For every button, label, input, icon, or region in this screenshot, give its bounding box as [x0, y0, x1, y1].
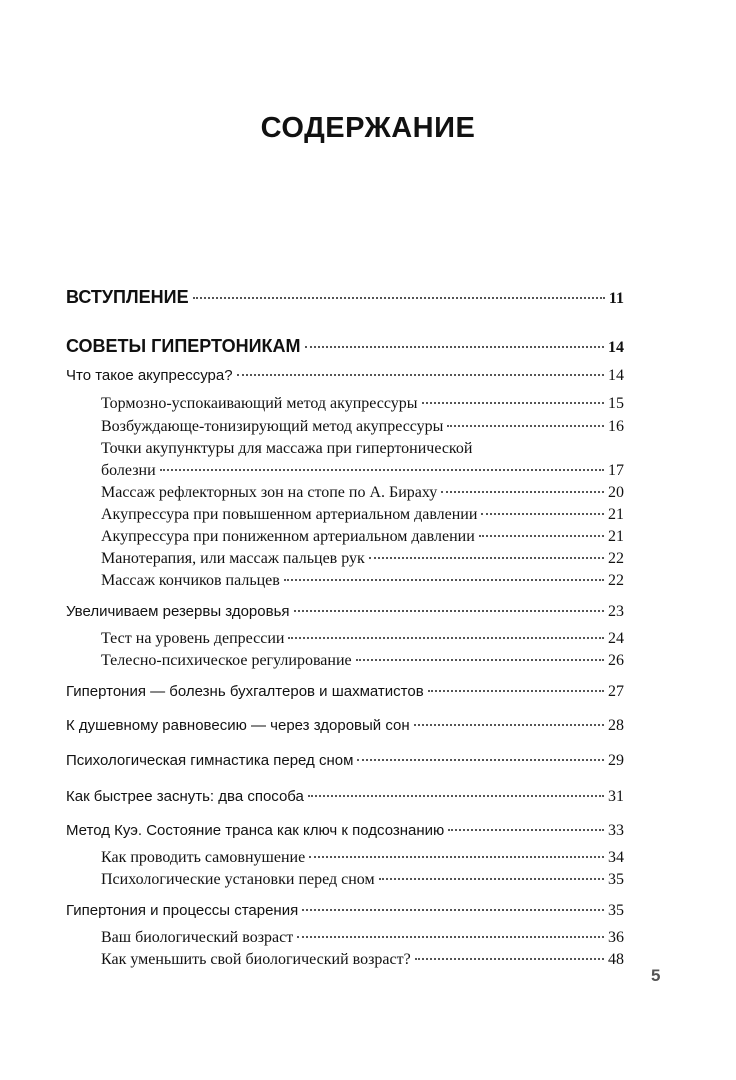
toc-entry — [101, 418, 624, 436]
toc-entry-label: Психологическая гимнастика перед сном — [66, 752, 354, 769]
toc-entry-page: 22 — [608, 550, 624, 567]
toc-entry-page: 35 — [608, 871, 624, 888]
toc-entry — [101, 462, 624, 480]
toc-entry-label: Тест на уровень депрессии — [101, 630, 285, 647]
toc-entry-label: болезни — [101, 462, 156, 479]
toc-entry-page: 14 — [608, 367, 624, 384]
toc-entry — [101, 929, 624, 947]
toc-entry — [66, 902, 624, 920]
toc-entry-label: Как проводить самовнушение — [101, 849, 306, 866]
toc-entry — [66, 336, 624, 357]
dot-leader — [309, 856, 604, 858]
toc-entry-page: 21 — [608, 528, 624, 545]
toc-entry — [101, 652, 624, 670]
toc-entry — [101, 951, 624, 969]
dot-leader — [302, 909, 604, 911]
dot-leader — [356, 659, 604, 661]
toc-entry-label: Как уменьшить свой биологический возраст? — [101, 951, 411, 968]
toc-entry-label: Увеличиваем резервы здоровья — [66, 603, 290, 620]
toc-entry-page: 11 — [608, 290, 624, 307]
toc-entry-page: 31 — [608, 788, 624, 805]
toc-entry-page: 27 — [608, 683, 624, 700]
toc-entry-label: Что такое акупрессура? — [66, 367, 233, 384]
toc-entry — [101, 506, 624, 524]
dot-leader — [415, 958, 604, 960]
toc-entry — [66, 367, 624, 385]
toc-entry-label: Возбуждающе-тонизирующий метод акупрессуры — [101, 418, 444, 435]
dot-leader — [305, 346, 605, 348]
toc-entry — [101, 395, 624, 413]
dot-leader — [447, 425, 604, 427]
dot-leader — [357, 759, 604, 761]
toc-entry-label: Психологические установки перед сном — [101, 871, 375, 888]
toc-entry-label: Тормозно-успокаивающий метод акупрессуры — [101, 395, 418, 412]
toc-entry-label: ВСТУПЛЕНИЕ — [66, 287, 189, 307]
toc-entry-label: Гипертония — болезнь бухгалтеров и шахматистов — [66, 683, 424, 700]
toc-entry — [101, 871, 624, 889]
toc-entry-label: Массаж кончиков пальцев — [101, 572, 280, 589]
toc-entry — [101, 528, 624, 546]
dot-leader — [369, 557, 604, 559]
toc-entry-page: 21 — [608, 506, 624, 523]
toc-entry-page: 26 — [608, 652, 624, 669]
dot-leader — [308, 795, 604, 797]
dot-leader — [448, 829, 604, 831]
toc-entry-label: СОВЕТЫ ГИПЕРТОНИКАМ — [66, 336, 301, 356]
dot-leader — [237, 374, 604, 376]
toc-entry-page: 24 — [608, 630, 624, 647]
toc-entry-page: 28 — [608, 717, 624, 734]
toc-entry-label: Акупрессура при пониженном артериальном давлении — [101, 528, 475, 545]
toc-entry-page: 23 — [608, 603, 624, 620]
toc-entry — [101, 630, 624, 648]
toc-entry — [101, 572, 624, 590]
toc-entry-page: 33 — [608, 822, 624, 839]
toc-entry-label: Ваш биологический возраст — [101, 929, 294, 946]
toc-entry — [66, 822, 624, 840]
toc-entry-label: Как быстрее заснуть: два способа — [66, 788, 304, 805]
toc-entry-page: 22 — [608, 572, 624, 589]
toc-entry-page: 17 — [608, 462, 624, 479]
dot-leader — [428, 690, 604, 692]
toc-entry-label: Массаж рефлекторных зон на стопе по А. Бираху — [101, 484, 438, 501]
toc-entry — [101, 849, 624, 867]
dot-leader — [288, 637, 604, 639]
toc-entry-page: 36 — [608, 929, 624, 946]
toc-entry-page: 29 — [608, 752, 624, 769]
dot-leader — [414, 724, 604, 726]
dot-leader — [294, 610, 604, 612]
toc-entry-page: 14 — [608, 339, 624, 356]
toc-entry-label: Манотерапия, или массаж пальцев рук — [101, 550, 365, 567]
toc-entry-page: 34 — [608, 849, 624, 866]
dot-leader — [160, 469, 604, 471]
dot-leader — [284, 579, 604, 581]
toc-entry — [66, 683, 624, 701]
toc-entry-page: 35 — [608, 902, 624, 919]
dot-leader — [297, 936, 604, 938]
dot-leader — [379, 878, 604, 880]
dot-leader — [479, 535, 604, 537]
page-number: 5 — [651, 966, 661, 985]
toc-entry-page: 16 — [608, 418, 624, 435]
toc-entry-label: К душевному равновесию — через здоровый сон — [66, 717, 410, 734]
toc-entry — [66, 717, 624, 735]
toc-entry — [101, 484, 624, 502]
toc-entry-page: 15 — [608, 395, 624, 412]
toc-entry-page: 20 — [608, 484, 624, 501]
dot-leader — [481, 513, 604, 515]
toc-entry — [66, 752, 624, 770]
toc-entry — [66, 287, 624, 308]
toc-entry-label: Телесно-психическое регулирование — [101, 652, 352, 669]
page-title: СОДЕРЖАНИЕ — [260, 112, 476, 144]
toc-entry — [101, 550, 624, 568]
toc-entry — [66, 788, 624, 806]
toc-entry-label: Акупрессура при повышенном артериальном давлении — [101, 506, 478, 523]
dot-leader — [193, 297, 605, 299]
toc-entry-page: 48 — [608, 951, 624, 968]
toc-entry-label-line1: Точки акупунктуры для массажа при гипертонической — [101, 440, 473, 457]
toc-entry-label: Гипертония и процессы старения — [66, 902, 299, 919]
toc-entry — [66, 603, 624, 621]
toc-entry-label: Метод Куэ. Состояние транса как ключ к подсознанию — [66, 822, 445, 839]
dot-leader — [422, 402, 604, 404]
dot-leader — [441, 491, 604, 493]
